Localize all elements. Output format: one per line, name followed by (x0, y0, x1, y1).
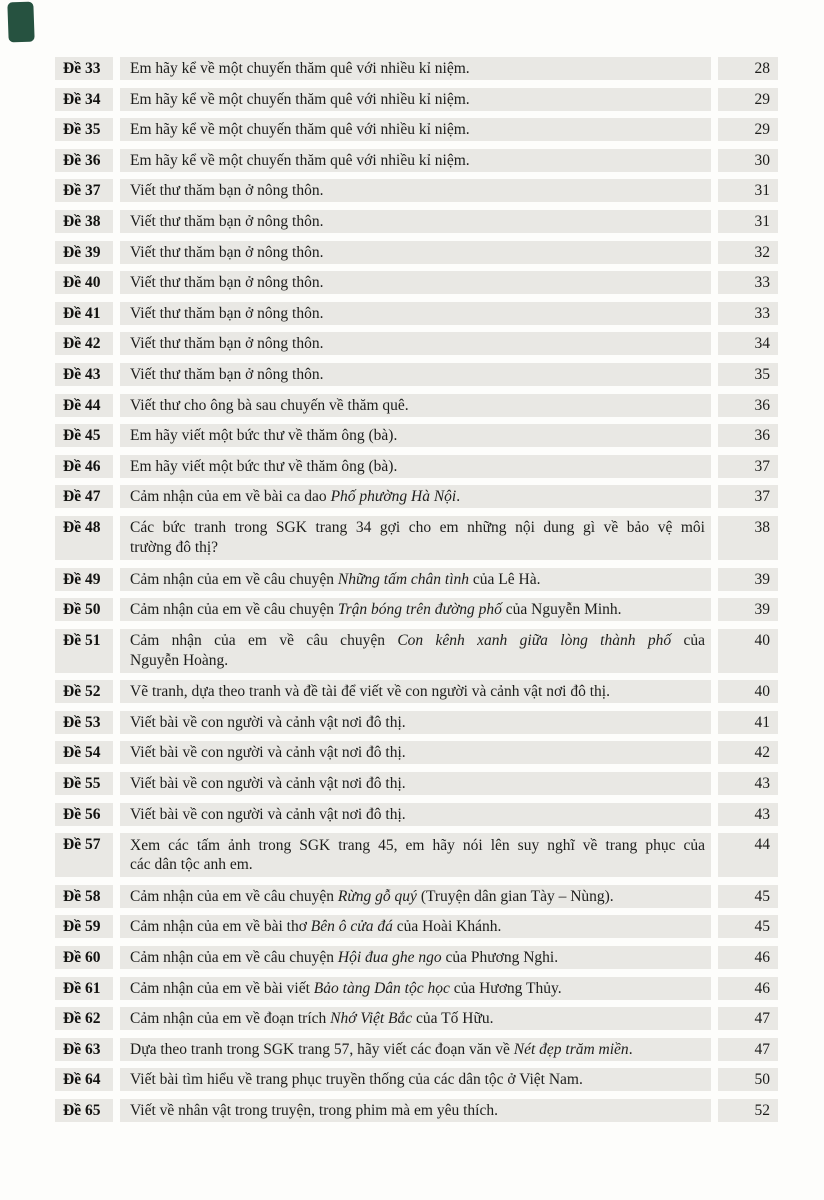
row-description (120, 977, 711, 1000)
row-topic-label: Đề 34 (55, 88, 113, 111)
row-topic-label: Đề 53 (55, 711, 113, 734)
description-text: của Phương Nghi. (441, 949, 559, 967)
row-page-number: 45 (718, 915, 778, 938)
description-text: Em hãy kể về một chuyến thăm quê với nhiều kỉ niệm. (130, 90, 470, 108)
row-page-number: 36 (718, 424, 778, 447)
description-line (130, 836, 705, 856)
description-text: Cảm nhận của em về câu chuyện (130, 632, 398, 650)
row-description (120, 1099, 711, 1122)
table-row (55, 629, 778, 673)
corner-bookmark-tab (7, 2, 34, 43)
row-description (120, 394, 711, 417)
description-line (130, 118, 705, 141)
work-title-italic: Những tấm chân tình (337, 570, 470, 588)
row-description (120, 1007, 711, 1030)
row-topic-label: Đề 54 (55, 741, 113, 764)
description-text: Viết thư thăm bạn ở nông thôn. (130, 304, 324, 322)
description-text: Em hãy viết một bức thư về thăm ông (bà). (130, 457, 398, 475)
row-page-number: 30 (718, 149, 778, 172)
table-row (55, 210, 778, 233)
table-row (55, 394, 778, 417)
table-row (55, 57, 778, 80)
row-description (120, 149, 711, 172)
work-title-italic: Rừng gỗ quý (337, 887, 417, 905)
description-line (130, 179, 705, 202)
description-line (130, 241, 705, 264)
work-title-italic: Nhớ Việt Bắc (330, 1010, 413, 1028)
description-line (130, 424, 705, 447)
row-page-number: 31 (718, 179, 778, 202)
row-topic-label: Đề 55 (55, 772, 113, 795)
row-page-number: 40 (718, 680, 778, 703)
description-text: Viết bài về con người và cảnh vật nơi đô thị. (130, 713, 406, 731)
description-text: Xem các tấm ảnh trong SGK trang 45, em hãy nói lên suy nghĩ về trang phục của (130, 836, 705, 854)
table-row (55, 302, 778, 325)
row-topic-label: Đề 42 (55, 332, 113, 355)
description-text: trường đô thị? (130, 538, 219, 556)
row-description (120, 629, 711, 673)
row-description (120, 680, 711, 703)
description-line (130, 518, 705, 538)
row-description (120, 210, 711, 233)
table-row (55, 1099, 778, 1122)
table-row (55, 1038, 778, 1061)
row-description (120, 118, 711, 141)
work-title-italic: Bên ô cửa đá (310, 918, 393, 936)
table-row (55, 833, 778, 877)
row-description (120, 88, 711, 111)
description-text: Vẽ tranh, dựa theo tranh và đề tài để viết về con người và cảnh vật nơi đô thị. (130, 683, 610, 701)
description-line (130, 885, 705, 908)
description-text: Cảm nhận của em về câu chuyện (130, 570, 338, 588)
table-row (55, 680, 778, 703)
row-page-number: 41 (718, 711, 778, 734)
description-line (130, 302, 705, 325)
row-topic-label: Đề 64 (55, 1068, 113, 1091)
row-topic-label: Đề 51 (55, 629, 113, 673)
table-row (55, 885, 778, 908)
description-text: Viết thư thăm bạn ở nông thôn. (130, 182, 324, 200)
table-row (55, 516, 778, 560)
table-row (55, 88, 778, 111)
row-page-number: 45 (718, 885, 778, 908)
row-topic-label: Đề 63 (55, 1038, 113, 1061)
description-text: Dựa theo tranh trong SGK trang 57, hãy viết các đoạn văn về (130, 1040, 514, 1058)
description-line (130, 57, 705, 80)
description-text: Viết bài về con người và cảnh vật nơi đô thị. (130, 805, 406, 823)
row-description (120, 302, 711, 325)
row-topic-label: Đề 50 (55, 598, 113, 621)
row-description (120, 1038, 711, 1061)
row-page-number: 36 (718, 394, 778, 417)
row-description (120, 1068, 711, 1091)
row-page-number: 37 (718, 485, 778, 508)
row-page-number: 42 (718, 741, 778, 764)
work-title-italic: Bảo tàng Dân tộc học (313, 979, 450, 997)
description-line (130, 915, 705, 938)
work-title-italic: Con kênh xanh giữa lòng thành phố (397, 632, 672, 650)
description-text: các dân tộc anh em. (130, 856, 253, 874)
table-row (55, 332, 778, 355)
table-row (55, 241, 778, 264)
row-topic-label: Đề 40 (55, 271, 113, 294)
row-topic-label: Đề 65 (55, 1099, 113, 1122)
table-row (55, 271, 778, 294)
row-page-number: 47 (718, 1038, 778, 1061)
table-row (55, 803, 778, 826)
description-text: Nguyễn Hoàng. (130, 651, 229, 669)
row-topic-label: Đề 56 (55, 803, 113, 826)
row-topic-label: Đề 33 (55, 57, 113, 80)
row-page-number: 34 (718, 332, 778, 355)
row-page-number: 31 (718, 210, 778, 233)
row-page-number: 47 (718, 1007, 778, 1030)
description-line (130, 680, 705, 703)
row-description (120, 179, 711, 202)
row-page-number: 33 (718, 302, 778, 325)
description-line (130, 485, 705, 508)
row-page-number: 32 (718, 241, 778, 264)
row-description (120, 946, 711, 969)
row-topic-label: Đề 62 (55, 1007, 113, 1030)
row-topic-label: Đề 37 (55, 179, 113, 202)
description-text: (Truyện dân gian Tày – Nùng). (416, 887, 614, 905)
row-description (120, 516, 711, 560)
row-page-number: 52 (718, 1099, 778, 1122)
row-topic-label: Đề 35 (55, 118, 113, 141)
description-text: Em hãy kể về một chuyến thăm quê với nhiều kỉ niệm. (130, 151, 470, 169)
table-row (55, 424, 778, 447)
table-row (55, 598, 778, 621)
row-page-number: 43 (718, 803, 778, 826)
row-page-number: 46 (718, 946, 778, 969)
row-description (120, 57, 711, 80)
description-line (130, 977, 705, 1000)
row-page-number: 44 (718, 833, 778, 877)
description-text: Viết thư cho ông bà sau chuyến về thăm quê. (130, 396, 409, 414)
row-topic-label: Đề 58 (55, 885, 113, 908)
row-topic-label: Đề 41 (55, 302, 113, 325)
row-topic-label: Đề 44 (55, 394, 113, 417)
description-line (130, 455, 705, 478)
row-page-number: 28 (718, 57, 778, 80)
work-title-italic: Trận bóng trên đường phố (337, 601, 502, 619)
description-text: Viết thư thăm bạn ở nông thôn. (130, 243, 324, 261)
toc-list (55, 57, 778, 1130)
row-page-number: 39 (718, 598, 778, 621)
description-line (130, 803, 705, 826)
description-text: Viết thư thăm bạn ở nông thôn. (130, 212, 324, 230)
description-text: Viết thư thăm bạn ở nông thôn. (130, 335, 324, 353)
description-text: Cảm nhận của em về câu chuyện (130, 601, 338, 619)
row-description (120, 241, 711, 264)
description-line (130, 1007, 705, 1030)
description-text: Em hãy kể về một chuyến thăm quê với nhiều kỉ niệm. (130, 121, 470, 139)
table-row (55, 485, 778, 508)
description-text: của (671, 632, 705, 650)
description-text: Cảm nhận của em về bài thơ (130, 918, 311, 936)
table-row (55, 977, 778, 1000)
description-text: của Nguyễn Minh. (501, 601, 622, 619)
row-description (120, 363, 711, 386)
description-line (130, 946, 705, 969)
description-text: Em hãy viết một bức thư về thăm ông (bà). (130, 427, 398, 445)
work-title-italic: Phố phường Hà Nội (330, 488, 457, 506)
description-line (130, 651, 705, 671)
row-topic-label: Đề 48 (55, 516, 113, 560)
table-row (55, 149, 778, 172)
description-text: . (456, 488, 461, 506)
description-line (130, 631, 705, 651)
description-line (130, 149, 705, 172)
row-description (120, 598, 711, 621)
description-line (130, 363, 705, 386)
row-topic-label: Đề 52 (55, 680, 113, 703)
description-text: Cảm nhận của em về câu chuyện (130, 949, 338, 967)
description-line (130, 741, 705, 764)
description-line (130, 210, 705, 233)
row-topic-label: Đề 49 (55, 568, 113, 591)
table-row (55, 711, 778, 734)
description-line (130, 394, 705, 417)
description-line (130, 711, 705, 734)
row-description (120, 568, 711, 591)
row-description (120, 885, 711, 908)
row-topic-label: Đề 47 (55, 485, 113, 508)
row-page-number: 33 (718, 271, 778, 294)
row-description (120, 741, 711, 764)
description-text: của Hương Thủy. (449, 979, 562, 997)
description-text: Viết bài về con người và cảnh vật nơi đô thị. (130, 775, 406, 793)
table-row (55, 568, 778, 591)
row-description (120, 803, 711, 826)
description-text: Cảm nhận của em về câu chuyện (130, 887, 338, 905)
description-line (130, 1068, 705, 1091)
description-line (130, 772, 705, 795)
row-page-number: 29 (718, 118, 778, 141)
description-text: . (628, 1040, 633, 1058)
table-row (55, 363, 778, 386)
description-line (130, 88, 705, 111)
row-topic-label: Đề 38 (55, 210, 113, 233)
work-title-italic: Hội đua ghe ngo (337, 949, 442, 967)
description-line (130, 538, 705, 558)
description-text: Viết thư thăm bạn ở nông thôn. (130, 365, 324, 383)
row-description (120, 455, 711, 478)
row-description (120, 711, 711, 734)
description-text: của Hoài Khánh. (392, 918, 502, 936)
row-topic-label: Đề 61 (55, 977, 113, 1000)
description-text: Viết về nhân vật trong truyện, trong phim mà em yêu thích. (130, 1102, 498, 1119)
row-page-number: 40 (718, 629, 778, 673)
description-line (130, 271, 705, 294)
table-row (55, 741, 778, 764)
table-row (55, 946, 778, 969)
work-title-italic: Nét đẹp trăm miền (513, 1040, 629, 1058)
row-description (120, 915, 711, 938)
row-topic-label: Đề 57 (55, 833, 113, 877)
description-line (130, 568, 705, 591)
row-topic-label: Đề 59 (55, 915, 113, 938)
table-row (55, 772, 778, 795)
row-page-number: 35 (718, 363, 778, 386)
row-page-number: 38 (718, 516, 778, 560)
description-text: Các bức tranh trong SGK trang 34 gợi cho em những nội dung gì về bảo vệ môi (130, 519, 705, 537)
description-line (130, 855, 705, 875)
description-text: Em hãy kể về một chuyến thăm quê với nhiều kỉ niệm. (130, 60, 470, 77)
description-text: Viết bài tìm hiểu về trang phục truyền thống của các dân tộc ở Việt Nam. (130, 1071, 583, 1089)
table-row (55, 1068, 778, 1091)
description-line (130, 1038, 705, 1061)
row-description (120, 485, 711, 508)
table-row (55, 1007, 778, 1030)
description-text: Viết bài về con người và cảnh vật nơi đô thị. (130, 744, 406, 762)
row-page-number: 46 (718, 977, 778, 1000)
row-topic-label: Đề 46 (55, 455, 113, 478)
row-topic-label: Đề 43 (55, 363, 113, 386)
row-page-number: 43 (718, 772, 778, 795)
row-page-number: 37 (718, 455, 778, 478)
row-description (120, 271, 711, 294)
description-line (130, 598, 705, 621)
row-page-number: 29 (718, 88, 778, 111)
table-row (55, 915, 778, 938)
description-line (130, 1099, 705, 1122)
table-row (55, 179, 778, 202)
description-text: Cảm nhận của em về bài viết (130, 979, 314, 997)
row-page-number: 39 (718, 568, 778, 591)
row-topic-label: Đề 39 (55, 241, 113, 264)
description-text: của Tố Hữu. (412, 1010, 494, 1028)
table-row (55, 455, 778, 478)
row-page-number: 50 (718, 1068, 778, 1091)
description-text: Viết thư thăm bạn ở nông thôn. (130, 274, 324, 292)
table-row (55, 118, 778, 141)
row-description (120, 332, 711, 355)
description-text: của Lê Hà. (469, 570, 541, 588)
row-description (120, 424, 711, 447)
row-topic-label: Đề 36 (55, 149, 113, 172)
row-topic-label: Đề 45 (55, 424, 113, 447)
description-line (130, 332, 705, 355)
row-description (120, 772, 711, 795)
description-text: Cảm nhận của em về bài ca dao (130, 488, 331, 506)
row-topic-label: Đề 60 (55, 946, 113, 969)
row-description (120, 833, 711, 877)
description-text: Cảm nhận của em về đoạn trích (130, 1010, 331, 1028)
